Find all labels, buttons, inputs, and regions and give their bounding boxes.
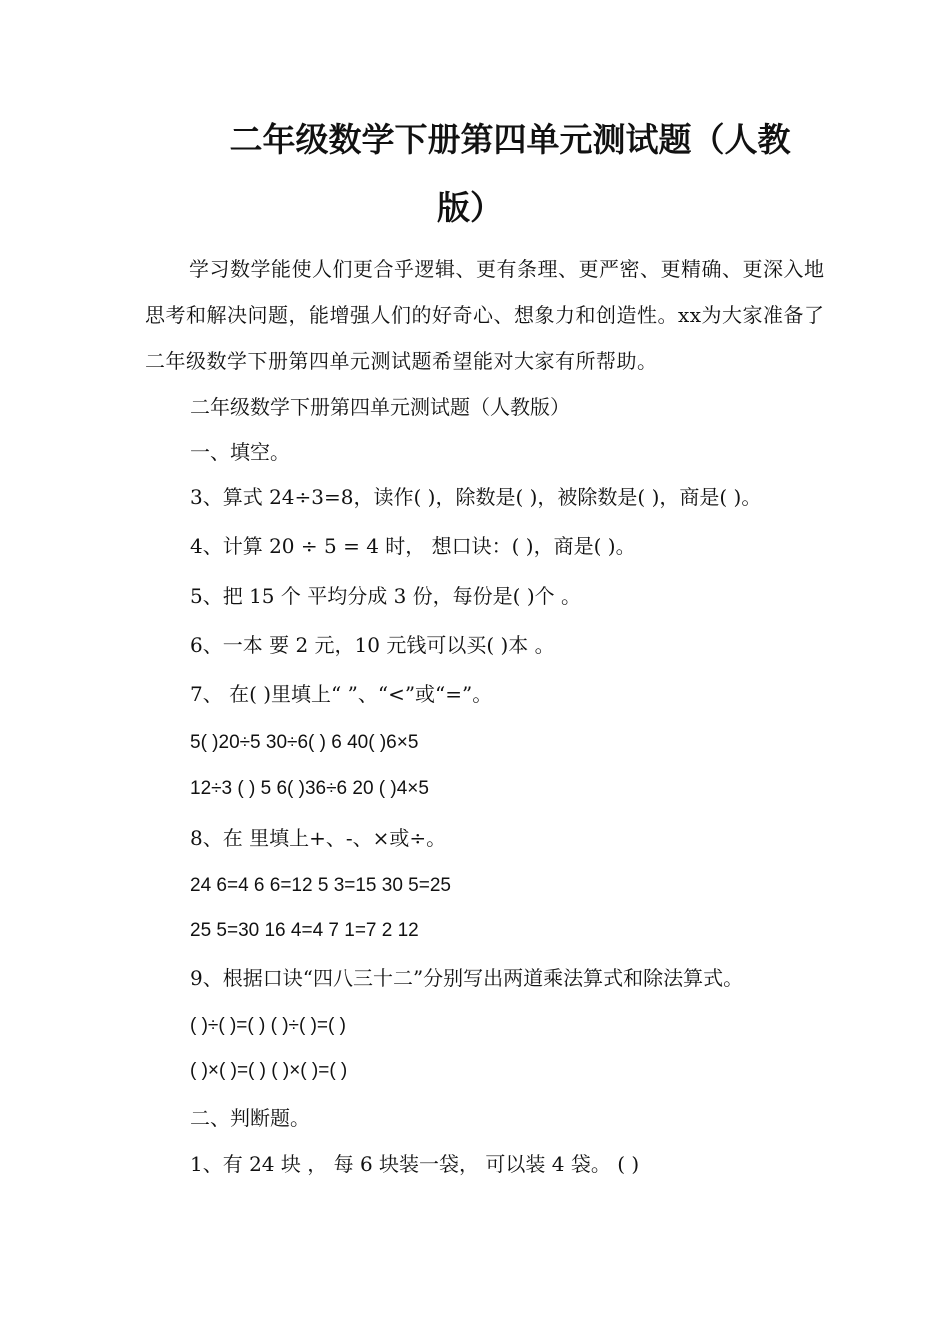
intro-paragraph (145, 246, 835, 384)
question-9-row-2: ( )×( )=( ) ( )×( )=( ) (190, 1060, 348, 1081)
section-heading-judge: 二、判断题。 (190, 1106, 310, 1130)
judge-question-1: 1、有 24 块 ， 每 6 块装一袋， 可以装 4 袋。 ( ) (190, 1152, 640, 1176)
question-3: 3、算式 24÷3=8，读作( )，除数是( )，被除数是( )，商是( )。 (190, 485, 762, 509)
question-9: 9、根据口诀“四八三十二”分别写出两道乘法算式和除法算式。 (190, 966, 744, 990)
question-7-row-1: 5( )20÷5 30÷6( ) 6 40( )6×5 (190, 732, 419, 753)
question-4: 4、计算 20 ÷ 5 = 4 时， 想口诀：( )，商是( )。 (190, 534, 636, 558)
question-7-row-2: 12÷3 ( ) 5 6( )36÷6 20 ( )4×5 (190, 778, 429, 799)
question-8-row-2: 25 5=30 16 4=4 7 1=7 2 12 (190, 920, 419, 941)
question-5: 5、把 15 个 平均分成 3 份，每份是( )个 。 (190, 584, 582, 608)
document-title-line-1: 二年级数学下册第四单元测试题（人教 (229, 120, 791, 159)
intro-text: 学习数学能使人们更合乎逻辑、更有条理、更严密、更精确、更深入地思考和解决问题，能增强人们的好奇心、想象力和创造性。xx为大家准备了二年级数学下册第四单元测试题希望能对大家有所帮助。 (145, 257, 825, 373)
document-title-line-2: 版） (437, 188, 503, 227)
question-8: 8、在 里填上+、-、×或÷。 (190, 826, 447, 850)
question-7: 7、 在( )里填上“ ”、“<”或“=”。 (190, 682, 493, 706)
subtitle-line: 二年级数学下册第四单元测试题（人教版） (190, 395, 570, 419)
question-9-row-1: ( )÷( )=( ) ( )÷( )=( ) (190, 1015, 346, 1036)
question-6: 6、一本 要 2 元，10 元钱可以买( )本 。 (190, 633, 555, 657)
section-heading-fill: 一、填空。 (190, 440, 290, 464)
question-8-row-1: 24 6=4 6 6=12 5 3=15 30 5=25 (190, 875, 451, 896)
